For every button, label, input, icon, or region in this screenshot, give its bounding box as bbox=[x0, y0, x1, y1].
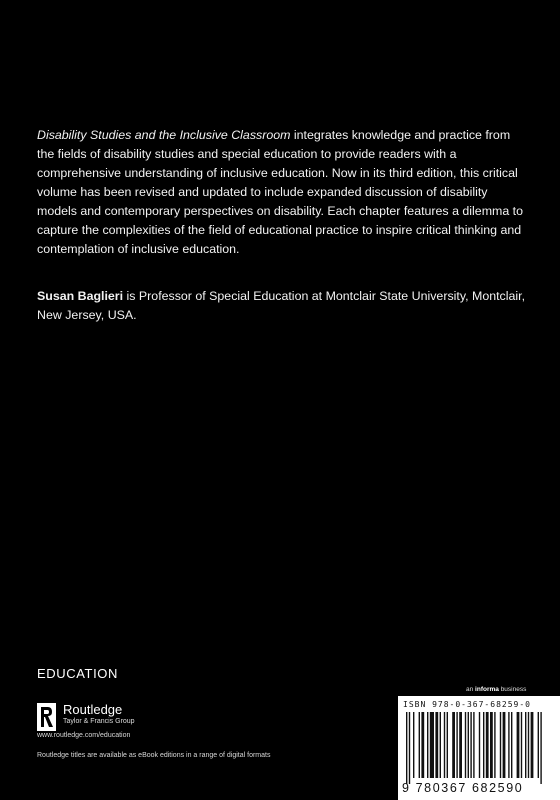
barcode-bar bbox=[421, 712, 424, 778]
author-bio bbox=[37, 287, 527, 325]
barcode-bar bbox=[490, 712, 493, 778]
book-title: Disability Studies and the Inclusive Classroom bbox=[37, 128, 291, 142]
barcode-bar bbox=[459, 712, 462, 778]
barcode-panel bbox=[398, 696, 560, 800]
barcode-bar bbox=[494, 712, 495, 778]
informa-suffix: business bbox=[498, 686, 527, 693]
author-name: Susan Baglieri bbox=[37, 289, 124, 303]
ebook-note: Routledge titles are available as eBook editions in a range of digital formats bbox=[37, 752, 271, 759]
barcode-bar bbox=[456, 712, 457, 778]
barcode-bar bbox=[521, 712, 522, 778]
ean-digits: 9 780367 682590 bbox=[402, 781, 524, 795]
book-description bbox=[37, 126, 527, 259]
publisher-name: Routledge bbox=[63, 702, 123, 717]
barcode-bar bbox=[440, 712, 441, 778]
barcode-bar bbox=[470, 712, 471, 778]
barcode-bar bbox=[435, 712, 438, 778]
barcode-bar bbox=[528, 712, 529, 778]
barcode-bar bbox=[508, 712, 509, 778]
barcode-bar bbox=[503, 712, 506, 778]
barcode bbox=[406, 712, 556, 784]
barcode-bar bbox=[419, 712, 420, 778]
barcode-bar bbox=[525, 712, 526, 778]
description-text: integrates knowledge and practice from the fields of disability studies and special education to provide readers with a comprehensive understanding of inclusive education. Now in its third edition, this critical volume has been revised and updated to include expanded discussion of disability models and contemporary perspectives on disability. Each chapter features a dilemma to capture the complexities of the field of educational practice to inspire critical thinking and contemplation of inclusive education. bbox=[37, 128, 524, 256]
publisher-group: Taylor & Francis Group bbox=[63, 718, 135, 725]
barcode-bar bbox=[517, 712, 520, 778]
informa-prefix: an bbox=[466, 686, 476, 693]
isbn-label: ISBN 978-0-367-68259-0 bbox=[403, 700, 531, 709]
barcode-bar bbox=[540, 712, 541, 784]
barcode-bar bbox=[479, 712, 480, 778]
barcode-bar bbox=[427, 712, 428, 778]
barcode-bar bbox=[444, 712, 445, 778]
barcode-bar bbox=[468, 712, 469, 778]
informa-brand: informa bbox=[475, 686, 499, 693]
barcode-bar bbox=[538, 712, 539, 778]
barcode-bar bbox=[473, 712, 474, 778]
barcode-bar bbox=[465, 712, 466, 778]
barcode-bar bbox=[483, 712, 484, 778]
barcode-bar bbox=[413, 712, 414, 778]
routledge-logo-icon bbox=[37, 703, 56, 731]
barcode-bar bbox=[409, 712, 410, 784]
barcode-bar bbox=[452, 712, 455, 778]
subject-category: EDUCATION bbox=[37, 666, 118, 681]
author-bio-text: is Professor of Special Education at Montclair State University, Montclair, New Jersey, USA. bbox=[37, 289, 526, 322]
barcode-bar bbox=[500, 712, 501, 778]
publisher-url: www.routledge.com/education bbox=[37, 732, 131, 739]
barcode-bar bbox=[511, 712, 512, 778]
informa-tagline bbox=[466, 686, 526, 693]
barcode-bar bbox=[486, 712, 489, 778]
publisher-text bbox=[63, 703, 135, 727]
barcode-bar bbox=[430, 712, 434, 778]
barcode-bar bbox=[447, 712, 448, 778]
barcode-bar bbox=[406, 712, 407, 784]
barcode-bar bbox=[531, 712, 534, 778]
